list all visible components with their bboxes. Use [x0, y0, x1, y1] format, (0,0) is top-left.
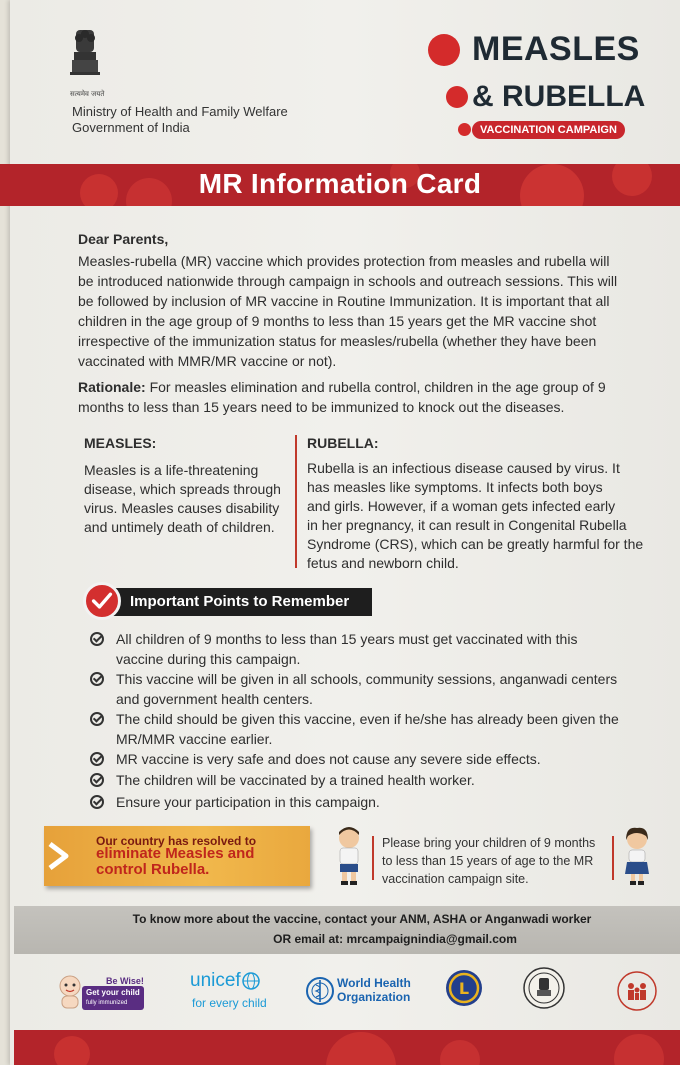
- measles-description: [84, 461, 294, 537]
- paragraph-line: irrespective of the immunization status for measles/rubella (whether they have been: [78, 333, 597, 349]
- rubella-line: and girls. However, if a woman gets infected early: [307, 498, 616, 514]
- government-line: Government of India: [72, 120, 190, 135]
- resolve-highlight: [96, 846, 254, 878]
- paragraph-line: Measles-rubella (MR) vaccine which provides protection from measles and rubella will: [78, 253, 610, 269]
- rationale-text: For measles elimination and rubella control, children in the age group of 9: [145, 379, 606, 395]
- rationale-line: months to less than 15 years need to be immunized to knock out the diseases.: [78, 399, 565, 415]
- title-dot-large: [428, 34, 460, 66]
- check-circle-icon: [90, 773, 104, 787]
- list-item-text: [116, 669, 650, 709]
- campaign-badge: VACCINATION CAMPAIGN: [472, 121, 625, 139]
- list-item-line: MR/MMR vaccine earlier.: [116, 731, 273, 747]
- list-item-text: Ensure your participation in this campaign.: [116, 794, 380, 810]
- bring-divider-right: [612, 836, 614, 880]
- measles-line: virus. Measles causes disability: [84, 500, 280, 516]
- unicef-logo-text: unicef: [190, 970, 241, 991]
- boy-illustration-icon: [332, 826, 366, 886]
- rubella-line: Rubella is an infectious disease caused by virus. It: [307, 460, 620, 476]
- bewise-badge-line: Get your child: [86, 988, 140, 997]
- measles-line: Measles is a life-threatening: [84, 462, 259, 478]
- contact-email[interactable]: OR email at: mrcampaignindia@gmail.com: [273, 932, 517, 946]
- rubella-line: Syndrome (CRS), which can be greatly harmful for the: [307, 536, 644, 552]
- footer-bubble: [326, 1032, 396, 1065]
- check-circle-icon: [90, 795, 104, 809]
- list-item: [90, 749, 650, 769]
- contact-info: To know more about the vaccine, contact your ANM, ASHA or Anganwadi worker: [132, 912, 592, 926]
- list-item: [90, 629, 650, 669]
- bring-line: vaccination campaign site.: [382, 872, 529, 886]
- list-item-text: MR vaccine is very safe and does not cause any severe side effects.: [116, 751, 541, 767]
- resolve-line: control Rubella.: [96, 861, 210, 878]
- government-seal-icon: [522, 966, 566, 1010]
- measles-line: disease, which spreads through: [84, 481, 281, 497]
- unicef-tagline: for every child: [192, 996, 267, 1010]
- rubella-line: in her pregnancy, it can result in Congenital Rubella: [307, 517, 627, 533]
- check-circle-icon: [90, 632, 104, 646]
- rubella-line: has measles like symptoms. It infects both boys: [307, 479, 603, 495]
- bewise-title: Be Wise!: [106, 976, 144, 986]
- list-item-line: and government health centers.: [116, 691, 313, 707]
- list-item: [90, 792, 650, 812]
- list-item-text: [116, 629, 650, 669]
- girl-illustration-icon: [620, 826, 654, 886]
- national-emblem-icon: [68, 28, 102, 90]
- list-item: [90, 669, 650, 709]
- list-item: [90, 709, 650, 749]
- list-item-text: The children will be vaccinated by a trained health worker.: [116, 772, 475, 788]
- footer-bubble: [614, 1034, 664, 1065]
- list-item-line: This vaccine will be given in all schools, community sessions, anganwadi centers: [116, 671, 618, 687]
- emblem-caption: सत्यमेव जयते: [70, 90, 105, 98]
- list-item: [90, 770, 650, 790]
- check-circle-icon: [90, 752, 104, 766]
- bring-line: Please bring your children of 9 months: [382, 836, 596, 850]
- baby-mascot-icon: [56, 974, 84, 1010]
- title-rubella: & RUBELLA: [472, 80, 646, 113]
- national-health-mission-icon: [615, 970, 659, 1012]
- ministry-line: Ministry of Health and Family Welfare: [72, 104, 288, 119]
- paragraph-line: children in the age group of 9 months to less than 15 years get the MR vaccine shot: [78, 313, 597, 329]
- salutation: Dear Parents,: [78, 231, 169, 247]
- chevron-right-icon: [46, 840, 72, 872]
- paragraph-line: vaccinated with MMR/MR vaccine or not).: [78, 353, 337, 369]
- checkmark-badge-icon: [83, 582, 121, 620]
- footer-bubble: [440, 1040, 480, 1065]
- paragraph-line: be introduced nationwide through campaign in schools and outreach sessions. This will: [78, 273, 618, 289]
- measles-heading: MEASLES:: [84, 435, 157, 451]
- check-circle-icon: [90, 672, 104, 686]
- rationale-paragraph: [78, 377, 644, 417]
- rationale-label: Rationale:: [78, 379, 146, 395]
- footer-bubble: [54, 1036, 90, 1065]
- ministry-name: [72, 104, 288, 136]
- title-measles: MEASLES: [472, 30, 640, 68]
- bring-children-notice: [382, 834, 612, 888]
- lions-club-icon: [444, 968, 484, 1008]
- paragraph-line: be followed by inclusion of MR vaccine in Routine Immunization. It is important that all: [78, 293, 610, 309]
- who-line: World Health: [337, 976, 411, 990]
- check-circle-icon: [90, 712, 104, 726]
- bewise-badge-line: fully immunized: [86, 1000, 128, 1006]
- title-dot-medium: [446, 86, 468, 108]
- unicef-globe-icon: [242, 972, 260, 990]
- list-item-text: [116, 709, 650, 749]
- list-item-line: vaccine during this campaign.: [116, 651, 301, 667]
- bewise-badge: [82, 986, 144, 1010]
- list-item-line: The child should be given this vaccine, even if he/she has already been given the: [116, 711, 619, 727]
- list-item-line: All children of 9 months to less than 15 years must get vaccinated with this: [116, 631, 578, 647]
- bring-divider-left: [372, 836, 374, 880]
- title-dot-small: [458, 123, 471, 136]
- who-name: [337, 976, 411, 1004]
- bring-line: to less than 15 years of age to the MR: [382, 854, 594, 868]
- rubella-line: fetus and newborn child.: [307, 555, 459, 571]
- intro-paragraph: [78, 251, 644, 371]
- rubella-heading: RUBELLA:: [307, 435, 379, 451]
- who-emblem-icon: [305, 976, 335, 1006]
- who-line: Organization: [337, 990, 411, 1004]
- important-points-heading: Important Points to Remember: [108, 588, 372, 616]
- resolve-line: eliminate Measles and: [96, 845, 255, 862]
- resolve-line: Our country has resolved to: [96, 834, 257, 848]
- rubella-description: [307, 459, 652, 573]
- banner-title: MR Information Card: [198, 168, 482, 199]
- svg-text:L: L: [458, 979, 470, 998]
- column-divider: [295, 435, 297, 568]
- footer-band: [14, 1030, 680, 1065]
- rationale-line: [78, 377, 644, 397]
- measles-line: and untimely death of children.: [84, 519, 275, 535]
